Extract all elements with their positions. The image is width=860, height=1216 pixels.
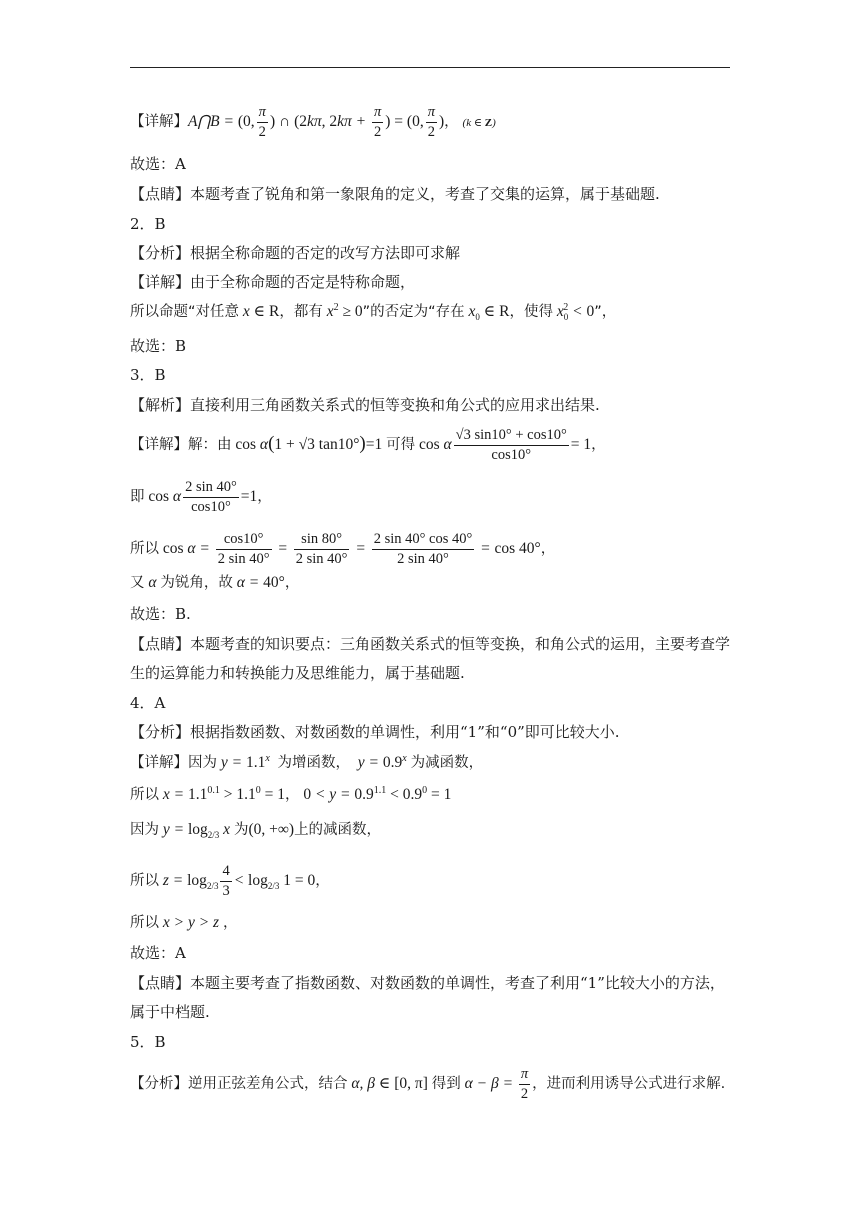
line-comment-3b: 生的运算能力和转换能力及思维能力，属于基础题. (130, 664, 465, 682)
line-comment-4b: 属于中档题. (130, 1003, 210, 1021)
line-comment-1: 【点睛】本题考查了锐角和第一象限角的定义，考查了交集的运算，属于基础题. (130, 185, 660, 203)
line-question-5: 5．B (130, 1033, 166, 1051)
line-cos-alpha: 所以 cos α = $\frac{\cos 10^\circ}{2 \sin 40^\circ}$ = $\frac{\sin 80^\circ}{2 \sin 40^\circ}$ = $\frac{2 \sin 40^\circ \cos 40^\circ}{2 \sin 40^\circ}$ = cos 40°， (130, 531, 556, 567)
line-alpha-acute: 又 α 为锐角，故 α = 40°， (130, 574, 300, 591)
line-choose-a-1: 故选：A (130, 155, 186, 173)
line-analysis-4: 【分析】根据指数函数、对数函数的单调性，利用“1”和“0”即可比较大小. (130, 723, 620, 741)
line-detail-4: 【详解】因为 $y = 1.1^x$ 为增函数， $y = 0.9^x$ 为减函数， (130, 753, 484, 771)
line-question-2: 2．B (130, 215, 166, 233)
line-analysis-2: 【分析】根据全称命题的否定的改写方法即可求解 (130, 244, 461, 262)
header-rule (130, 67, 730, 68)
line-question-3: 3．B (130, 366, 166, 384)
line-comment-3a: 【点睛】本题考查的知识要点：三角函数关系式的恒等变换，和角公式的运用，主要考查学 (130, 635, 731, 653)
line-choose-b-3: 故选：B. (130, 605, 191, 623)
line-detail-intersection: 【详解】A⋂B = (0, $\frac{\pi}{2}$ ) ∩ (2kπ, 2kπ + $\frac{\pi}{2}$ ) = (0, $\frac{\pi}{2}$ )， (k ∈ Z) (130, 104, 496, 140)
line-detail-2: 【详解】由于全称命题的否定是特称命题， (130, 273, 416, 291)
line-choose-a-4: 故选：A (130, 944, 186, 962)
line-negation: 所以命题“对任意 x ∈ R，都有 $x^2 \ge 0$”的否定为“存在 $x_0$ ∈ R，使得 $x_0^2 < 0$”， (130, 302, 617, 322)
line-log-decreasing: 因为 $y = \log_{2/3} x$ 为(0, +∞)上的减函数， (130, 821, 382, 840)
line-analysis-5: 【分析】逆用正弦差角公式，结合 α, β ∈ [0, π] 得到 α − β = $\frac{\pi}{2}$ ，进而利用诱导公式进行求解. (130, 1066, 726, 1102)
line-order: 所以 x > y > z ， (130, 914, 238, 931)
line-compare-xy: 所以 $x = 1.1^{0.1} > 1.1^0 = 1$， $0 < y = 0.9^{1.1} < 0.9^0 = 1$ (130, 785, 452, 803)
line-choose-b-2: 故选：B (130, 337, 187, 355)
line-detail-3: 【详解】解：由 cos α(1 + √3 tan10°)=1 可得 cos α $\frac{√3 \sin 10^\circ + \cos 10^\circ}{\cos 10^\circ}$ = 1， (130, 427, 606, 463)
line-so-equation: 即 cos α $\frac{2 \sin 40^\circ}{\cos 10^\circ}$ =1， (130, 479, 272, 515)
line-parse-3: 【解析】直接利用三角函数关系式的恒等变换和角公式的应用求出结果. (130, 396, 600, 414)
line-comment-4a: 【点睛】本题主要考查了指数函数、对数函数的单调性，考查了利用“1”比较大小的方法， (130, 974, 725, 992)
line-z-value: 所以 $z = \log_{2/3}$ $\frac{4}{3}$ < $\log_{2/3} 1 = 0$， (130, 863, 330, 899)
line-question-4: 4．A (130, 694, 166, 712)
